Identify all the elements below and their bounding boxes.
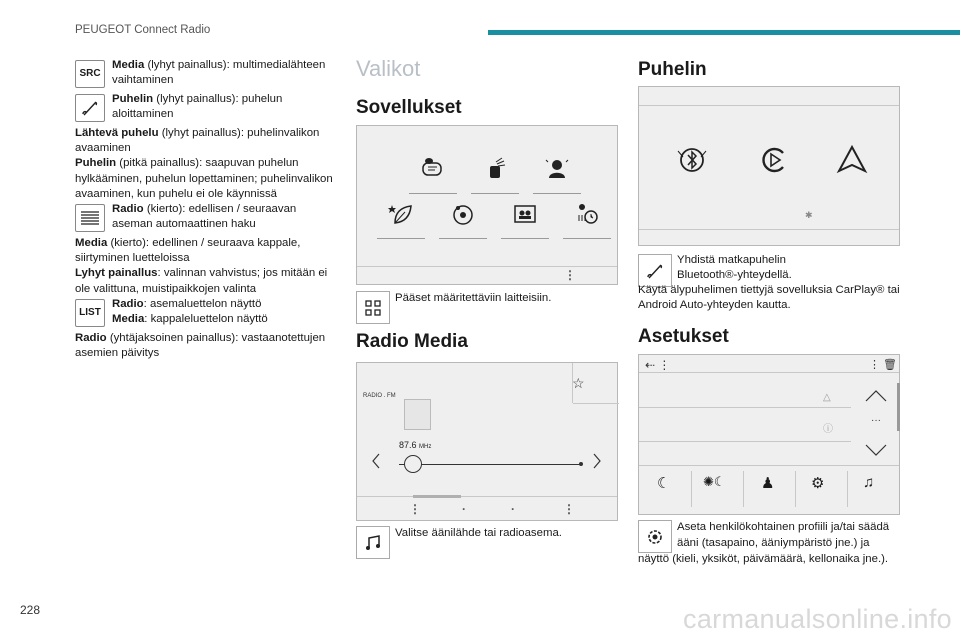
settings-screen bbox=[638, 354, 900, 515]
steering-controls-column bbox=[75, 58, 337, 361]
app-contacts-icon bbox=[501, 201, 549, 239]
app-messages-icon bbox=[409, 156, 457, 194]
apps-title: Sovellukset bbox=[356, 97, 462, 118]
menus-title: Valikot bbox=[356, 56, 421, 81]
frequency-slider bbox=[399, 464, 581, 465]
tune-next-icon bbox=[592, 453, 602, 474]
running-header: PEUGEOT Connect Radio bbox=[75, 24, 211, 36]
tune-previous-icon bbox=[371, 453, 381, 474]
settings-caption-line1: Aseta henkilökohtainen profiili ja/tai säädä bbox=[677, 521, 890, 533]
phone-screen bbox=[638, 86, 900, 246]
entry-phone-short: Puhelin (lyhyt painallus): puhelun aloittaminen bbox=[75, 92, 337, 126]
app-connected-device-icon bbox=[471, 156, 519, 194]
music-note-icon bbox=[356, 526, 390, 559]
radio-menu-icon-4: ⋮ bbox=[563, 502, 575, 516]
radio-screen bbox=[356, 362, 618, 521]
apps-menu-icon: ⋮ bbox=[564, 268, 576, 282]
radio-band-label: RADIO . FM bbox=[363, 393, 396, 399]
list-button-icon: LIST bbox=[75, 299, 105, 327]
entry-media-rotate: Media (kierto): edellinen / seuraava kappale, siirtyminen luetteloissa bbox=[75, 237, 301, 265]
apps-caption: Pääset määritettäviin laitteisiin. bbox=[395, 292, 552, 304]
audio-settings-icon: ♫ bbox=[863, 474, 875, 491]
settings-caption-rest: näyttö (kieli, yksiköt, päivämäärä, kellonaika jne.). bbox=[638, 553, 889, 565]
station-logo-placeholder bbox=[404, 399, 431, 430]
entry-list: LIST Radio: asemaluettelon näyttö Media: kappaleluettelon näyttö bbox=[75, 297, 337, 331]
system-settings-icon: ⚙ bbox=[811, 475, 825, 492]
info-icon: ⓘ bbox=[823, 424, 833, 435]
entry-radio-hold: Radio (yhtäjaksoinen painallus): vastaanotettujen asemien päivitys bbox=[75, 331, 326, 360]
scroll-up-icon bbox=[865, 389, 887, 407]
frequency-readout: 87.6 MHz bbox=[399, 440, 432, 450]
radio-media-title: Radio Media bbox=[356, 331, 468, 352]
app-climate-timer-icon bbox=[563, 201, 611, 239]
phone-caption-rest: Käytä älypuhelimen tiettyjä sovelluksia CarPlay® tai Android Auto-yhteyden kautta. bbox=[638, 284, 900, 312]
radio-menu-icon-2: · bbox=[462, 502, 466, 516]
settings-top-icons: ⋮ 🗑 bbox=[869, 359, 898, 371]
phone-caption-line1: Yhdistä matkapuhelin bbox=[677, 254, 786, 266]
more-icon: ··· bbox=[871, 415, 881, 426]
day-night-icon: ✺☾ bbox=[703, 474, 726, 489]
entry-phone-long: Puhelin (pitkä painallus): saapuvan puhelun hylkääminen, puhelun lopettaminen; puhelinvalikon avaaminen, kun puhelu ei ole käynnissä bbox=[75, 157, 333, 200]
back-arrow-icon: ⇠ ⋮ bbox=[645, 358, 671, 372]
watermark: carmanualsonline.info bbox=[683, 604, 952, 634]
scroll-down-icon bbox=[865, 443, 887, 461]
page-number: 228 bbox=[20, 603, 41, 617]
settings-title: Asetukset bbox=[638, 326, 729, 347]
apps-grid-icon bbox=[356, 291, 390, 324]
phone-icon bbox=[75, 94, 105, 122]
radio-caption: Valitse äänilähde tai radioasema. bbox=[395, 527, 562, 539]
entry-outgoing-call: Lähtevä puhelu (lyhyt painallus): puhelinvalikon avaaminen bbox=[75, 127, 320, 155]
header-accent-bar bbox=[488, 30, 960, 35]
profile-settings-icon: ♟ bbox=[761, 475, 775, 492]
settings-caption-line2: ääni (tasapaino, ääniympäristö jne.) ja bbox=[677, 537, 870, 549]
phone-title: Puhelin bbox=[638, 59, 707, 80]
app-eco-icon bbox=[377, 201, 425, 239]
settings-gear-icon bbox=[638, 520, 672, 553]
apps-screen bbox=[356, 125, 618, 285]
src-button-icon: SRC bbox=[75, 60, 105, 88]
thumbwheel-icon bbox=[75, 204, 105, 232]
carplay-icon bbox=[757, 143, 791, 182]
radio-tab-indicator bbox=[413, 495, 461, 498]
night-mode-icon: ☾ bbox=[657, 475, 671, 492]
warning-icon: △ bbox=[823, 392, 831, 403]
entry-src: SRC Media (lyhyt painallus): multimedialähteen vaihtaminen bbox=[75, 58, 337, 92]
radio-menu-icon-1: ⋮ bbox=[409, 502, 421, 516]
settings-scrollbar bbox=[897, 383, 900, 431]
bluetooth-status-icon: ✱ bbox=[805, 210, 813, 220]
frequency-slider-knob bbox=[404, 455, 422, 473]
favorite-star-icon: ☆ bbox=[572, 375, 585, 391]
entry-radio-rotate: Radio (kierto): edellisen / seuraavan aseman automaattinen haku bbox=[75, 202, 337, 236]
app-vehicle-settings-icon bbox=[439, 201, 487, 239]
bluetooth-icon bbox=[675, 143, 709, 182]
android-auto-icon bbox=[835, 143, 869, 182]
radio-menu-icon-3: · bbox=[511, 502, 515, 516]
phone-caption-line2: Bluetooth®-yhteydellä. bbox=[677, 269, 792, 281]
entry-short-press: Lyhyt painallus: valinnan vahvistus; jos mitään ei ole valittuna, muistipaikkojen valinta bbox=[75, 267, 328, 295]
app-user-profile-icon bbox=[533, 156, 581, 194]
